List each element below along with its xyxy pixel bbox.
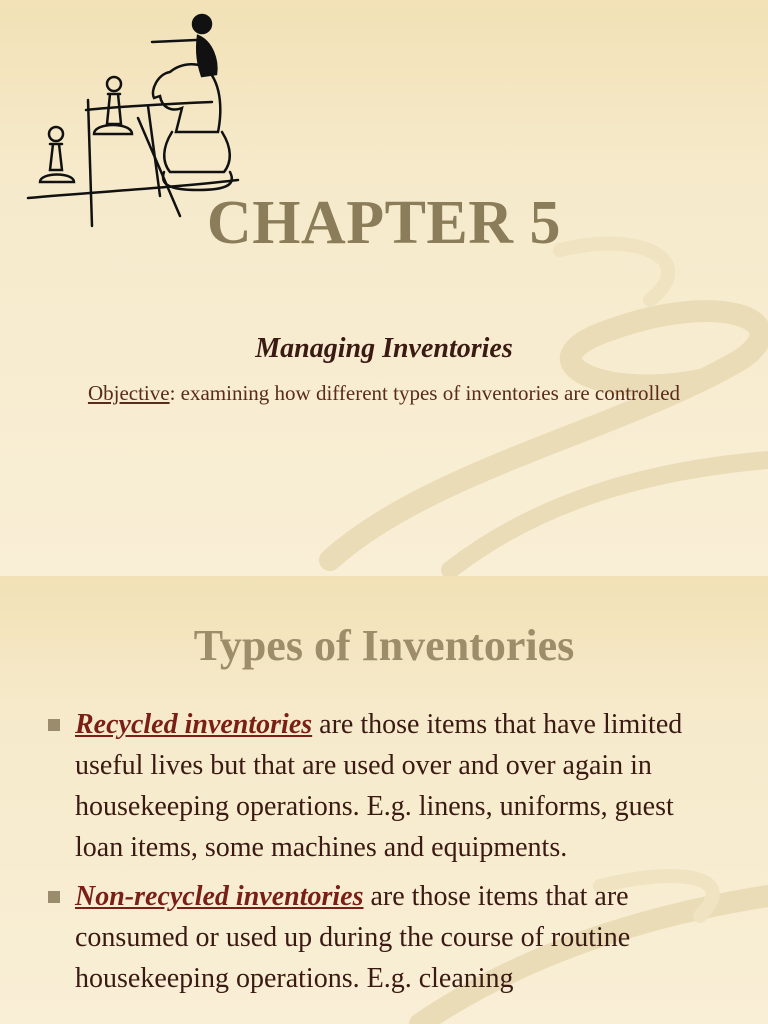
square-bullet-icon	[48, 719, 60, 731]
bullet-list	[48, 704, 718, 1007]
slide-subtitle: Managing Inventories	[255, 333, 513, 364]
square-bullet-icon	[48, 891, 60, 903]
objective-label: Objective	[87, 381, 170, 405]
slide-title: Types of Inventories	[193, 621, 575, 670]
content-slide	[0, 576, 768, 1024]
list-item	[48, 876, 718, 999]
bullet-text: are those items that are consumed or used up during the course of routine housekeeping operations. E.g. cleaning	[75, 881, 631, 994]
bullet-term: Recycled inventories	[75, 709, 313, 740]
objective-text	[0, 378, 768, 409]
bullet-term: Non-recycled inventories	[75, 881, 364, 912]
list-item	[48, 704, 718, 868]
bullet-text: are those items that have limited useful lives but that are used over and over again in housekeeping operations. E.g. linens, uniforms, guest loan items, some machines and equipments.	[75, 709, 683, 863]
objective-body: : examining how different types of inventories are controlled	[169, 381, 681, 405]
chapter-title: CHAPTER 5	[206, 189, 562, 257]
